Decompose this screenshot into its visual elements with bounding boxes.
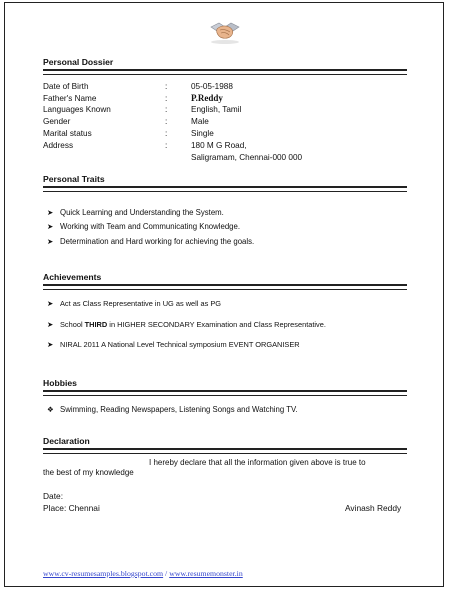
dossier-label: Gender (43, 117, 71, 126)
dossier-value: English, Tamil (191, 105, 242, 114)
text-fragment: School (60, 320, 85, 329)
footer-link-blogspot[interactable]: www.cv-resumesamples.blogspot.com (43, 569, 164, 578)
section-divider (43, 390, 407, 396)
dossier-row-gender (43, 116, 423, 127)
list-item-text: NIRAL 2011 A National Level Technical symposium EVENT ORGANISER (60, 340, 300, 349)
section-title-declaration: Declaration (43, 436, 90, 446)
dossier-value: P.Reddy (191, 93, 223, 103)
dossier-colon: : (165, 129, 168, 138)
dossier-row-address (43, 140, 423, 151)
list-item-text (60, 319, 326, 330)
section-divider (43, 186, 407, 192)
declaration-text-line1: I hereby declare that all the information given above is true to (149, 458, 366, 467)
diamond-bullet-icon: ❖ (47, 405, 54, 414)
dossier-value: Male (191, 117, 209, 126)
dossier-value: 180 M G Road, (191, 141, 247, 150)
arrow-bullet-icon: ➤ (47, 237, 54, 246)
dossier-row-father (43, 93, 423, 104)
section-title-hobbies: Hobbies (43, 378, 77, 388)
footer-separator: / (163, 569, 170, 578)
dossier-value: 05-05-1988 (191, 82, 233, 91)
footer-link-resumemonster[interactable]: www.resumemonster.in (169, 569, 243, 578)
list-item-text: Determination and Hard working for achieving the goals. (60, 237, 255, 246)
declaration-text-line2: the best of my knowledge (43, 468, 134, 477)
place-label: Place: Chennai (43, 503, 100, 513)
arrow-bullet-icon: ➤ (47, 340, 54, 349)
list-item-text: Quick Learning and Understanding the System. (60, 208, 224, 217)
section-title-personal-traits: Personal Traits (43, 174, 105, 184)
dossier-colon: : (165, 141, 168, 150)
dossier-label: Address (43, 141, 74, 150)
dossier-value: Saligramam, Chennai-000 000 (191, 153, 303, 162)
dossier-colon: : (165, 117, 168, 126)
dossier-row-marital (43, 128, 423, 139)
dossier-row-dob (43, 81, 423, 92)
dossier-colon: : (165, 94, 168, 103)
list-item-text: Working with Team and Communicating Knowledge. (60, 222, 240, 231)
dossier-label: Marital status (43, 129, 92, 138)
arrow-bullet-icon: ➤ (47, 320, 54, 329)
dossier-row-languages (43, 104, 423, 115)
dossier-label: Date of Birth (43, 82, 89, 91)
dossier-label: Father's Name (43, 94, 97, 103)
dossier-colon: : (165, 105, 168, 114)
dossier-value: Single (191, 129, 214, 138)
date-label: Date: (43, 491, 64, 501)
footer-links (43, 569, 243, 578)
arrow-bullet-icon: ➤ (47, 299, 54, 308)
section-divider (43, 69, 407, 75)
handshake-icon (207, 15, 243, 45)
resume-page (4, 2, 444, 587)
list-item-text: Act as Class Representative in UG as well as PG (60, 299, 222, 308)
arrow-bullet-icon: ➤ (47, 222, 54, 231)
dossier-row-address-line2 (43, 152, 423, 163)
text-fragment: in HIGHER SECONDARY Examination and Class Representative. (107, 320, 326, 329)
signature-name: Avinash Reddy (345, 503, 402, 513)
dossier-colon: : (165, 82, 168, 91)
section-title-personal-dossier: Personal Dossier (43, 57, 114, 67)
section-title-achievements: Achievements (43, 272, 102, 282)
text-fragment-bold: THIRD (84, 320, 108, 329)
arrow-bullet-icon: ➤ (47, 208, 54, 217)
list-item-text: Swimming, Reading Newspapers, Listening Songs and Watching TV. (60, 405, 298, 414)
dossier-label: Languages Known (43, 105, 111, 114)
section-divider (43, 284, 407, 290)
section-divider (43, 448, 407, 454)
